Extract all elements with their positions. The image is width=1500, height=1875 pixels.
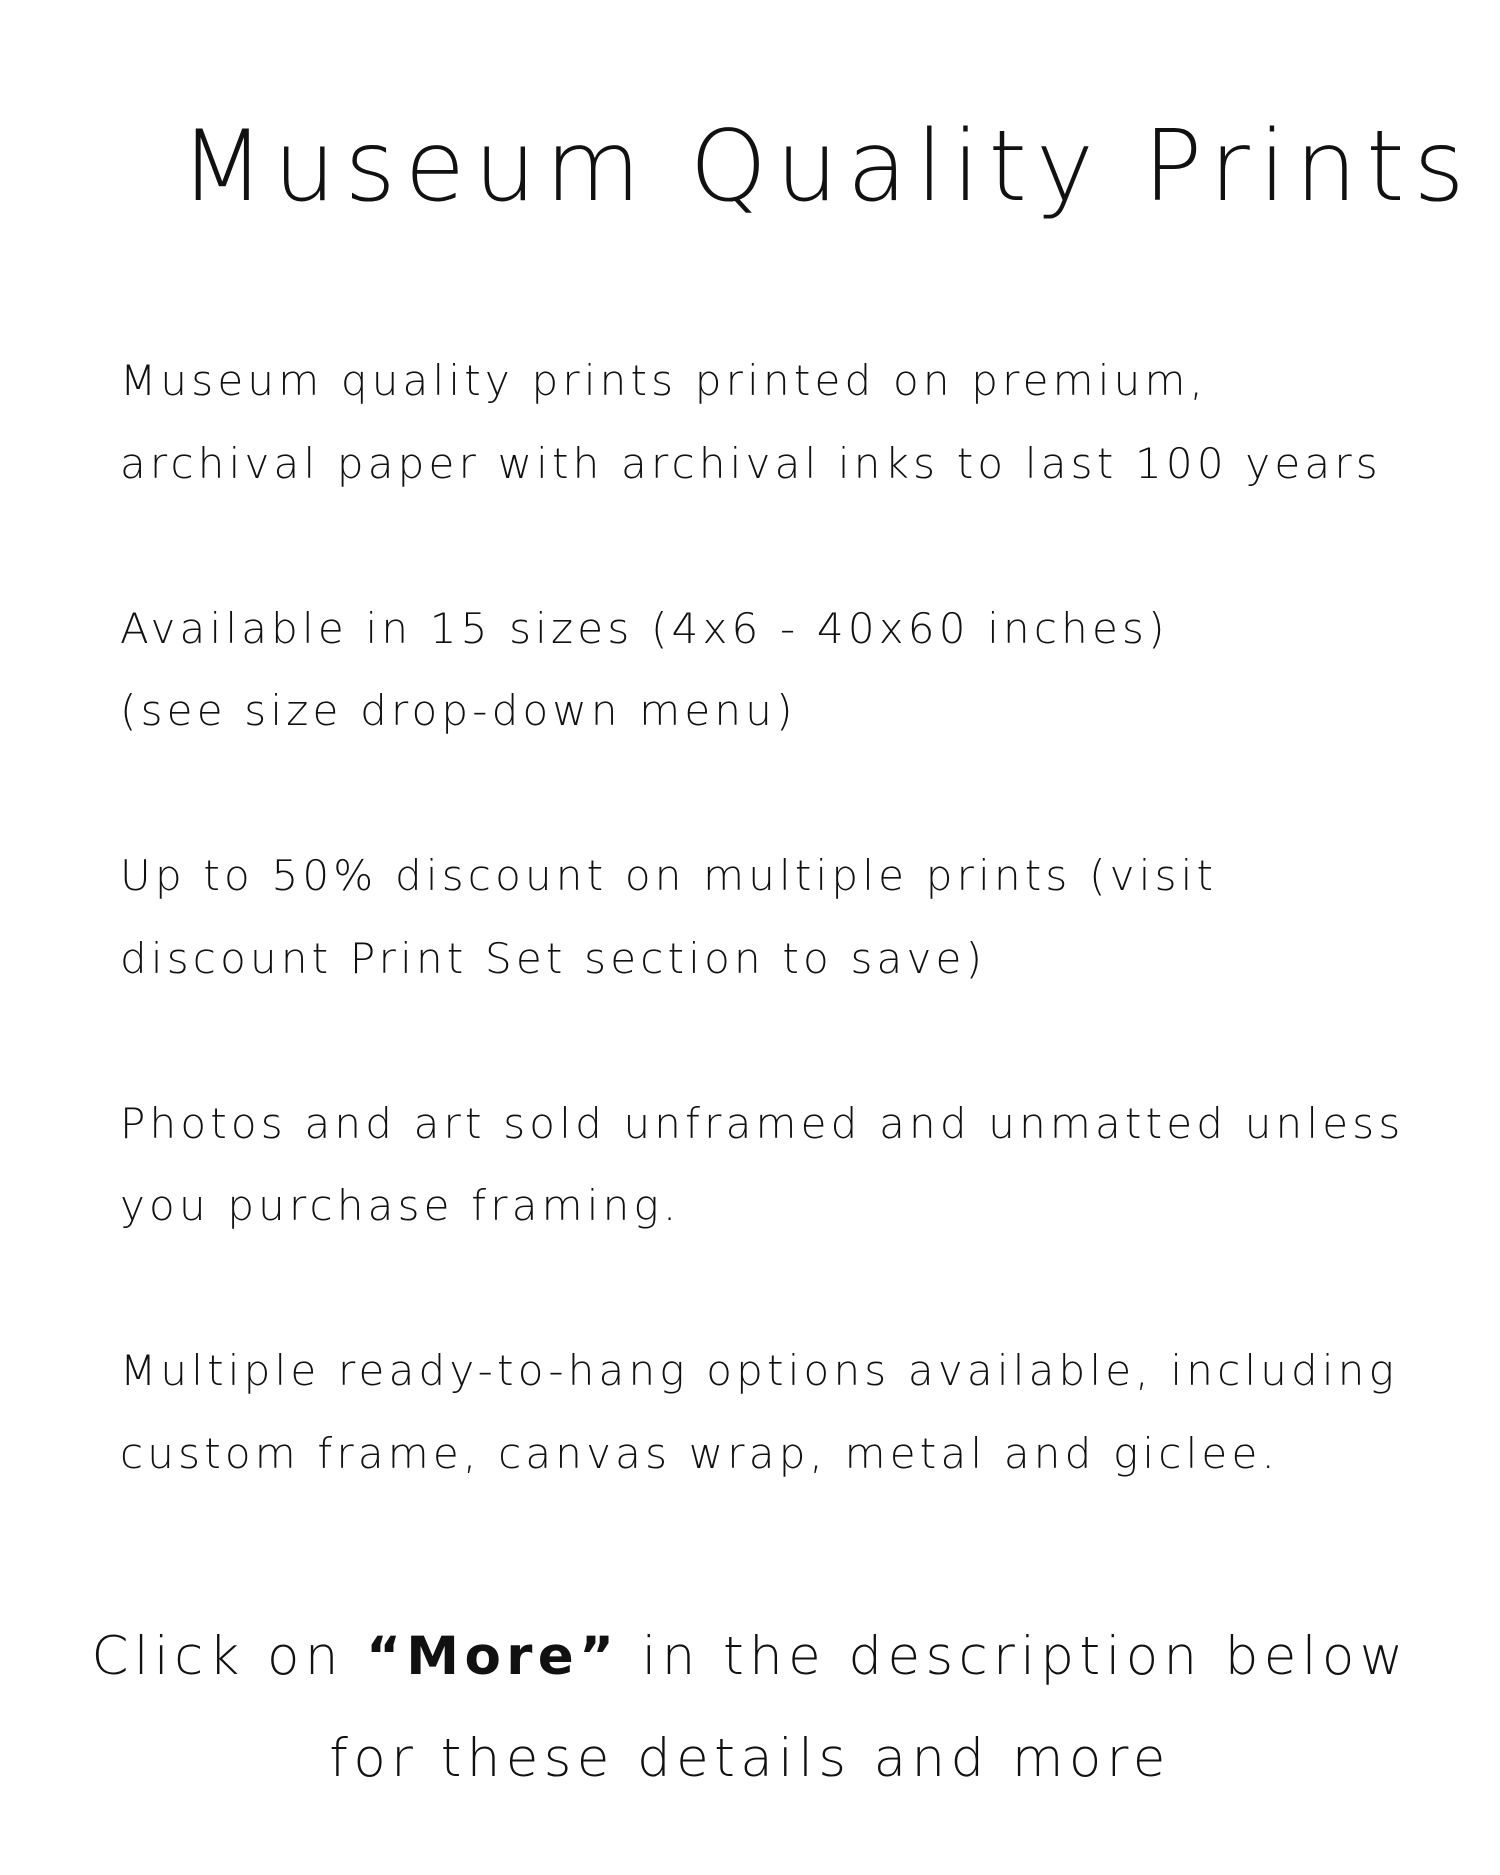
feature-discount-line-1: Up to 50% discount on multiple prints (visit [120,851,1218,900]
feature-hang-options-line-2: custom frame, canvas wrap, metal and giclee. [120,1429,1280,1478]
cta-line-1 [0,1626,1500,1687]
cta-suffix: in the description below [619,1626,1409,1687]
cta-prefix: Click on [91,1626,367,1687]
feature-discount-line-2: discount Print Set section to save) [120,934,987,983]
feature-archival-line-2: archival paper with archival inks to last 100 years [120,439,1382,488]
feature-framing-line-1: Photos and art sold unframed and unmatted unless [120,1099,1405,1148]
feature-hang-options-line-1: Multiple ready-to-hang options available, including [120,1346,1399,1395]
feature-sizes-line-2: (see size drop-down menu) [120,686,797,735]
feature-archival-line-1: Museum quality prints printed on premium, [120,356,1208,405]
cta-line-2: for these details and more [329,1728,1171,1789]
page-title: Museum Quality Prints [180,110,1474,224]
feature-framing-line-2: you purchase framing. [120,1181,681,1230]
feature-sizes-line-1: Available in 15 sizes (4x6 - 40x60 inches) [120,604,1169,653]
cta-more-emphasis: “More” [366,1626,620,1687]
